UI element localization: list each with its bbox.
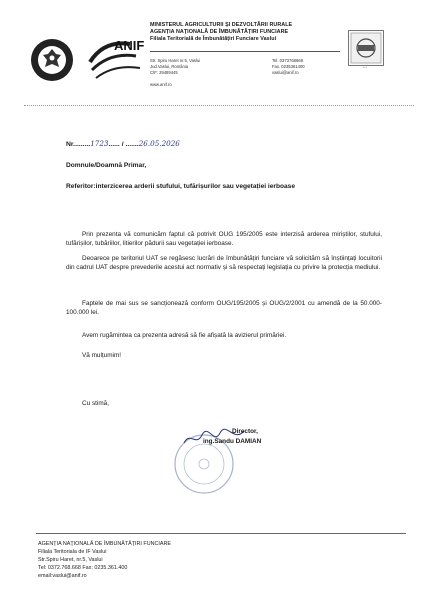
anif-logo-icon <box>84 34 144 84</box>
header-website: www.anif.ro <box>150 82 172 87</box>
subject-line: Referitor:interzicerea arderii stufului, tufărișurilor sau vegetației ierboase <box>66 183 296 190</box>
header-address <box>150 58 200 77</box>
header-address-line2: Jud.Vaslui, România <box>150 64 189 70</box>
header-branch: Filiala Teritorială de Îmbunătățiri Funciare Vaslui <box>150 36 277 42</box>
footer-email: email:vaslui@anif.ro <box>38 573 87 579</box>
nr-handwritten: 1723 <box>90 139 109 148</box>
footer-divider <box>36 533 406 534</box>
paragraph-4: Avem rugămintea ca prezenta adresă să fie afișată la avizierul primăriei. <box>82 332 287 339</box>
paragraph-2: Deoarece pe teritoriul UAT se regăsesc lucrări de îmbunătățiri funciare vă solicităm să înștiințați locuitorii din cadrul UAT despre prevederile acestui act normativ și să respectați legislația cu privire la protecția mediului. <box>66 255 382 271</box>
nr-label: Nr. <box>66 141 76 148</box>
salutation: Domnule/Doamnă Primar, <box>66 162 147 169</box>
government-seal-icon <box>30 38 74 82</box>
header-cif: CIF: 29489445 <box>150 70 178 76</box>
closing: Cu stimă, <box>82 400 109 407</box>
paragraph-1: Prin prezenta vă comunicăm faptul că potrivit OUG 195/2005 este interzisă arderea miriștilor, stufului, tufărișilor, tubăriilor, litierilor pădurii sau vegetației ierboase. <box>66 231 382 247</box>
director-name: ing.Sandu DAMIAN <box>203 438 262 445</box>
header-tel: Tel. 0373768668 <box>272 58 303 63</box>
header-bottom-divider <box>24 105 414 106</box>
footer-phone: Tel: 0372.768.668 Fax: 0235.361.400 <box>38 565 128 571</box>
certification-icon <box>348 30 384 66</box>
svg-text:ANIF: ANIF <box>114 38 144 53</box>
header-agency: AGENȚIA NAȚIONALĂ DE ÎMBUNĂTĂȚIRI FUNCIARE <box>150 29 289 35</box>
header-fax: Fax. 0235361400 <box>272 64 305 70</box>
registration-number: Nr.........1723...... / .......26.05.2026 <box>66 139 180 148</box>
footer-agency: AGENȚIA NAȚIONALĂ DE ÎMBUNĂTĂȚIRI FUNCIARE <box>38 541 171 547</box>
paragraph-3: Faptele de mai sus se sancționează conform OUG/195/2005 și OUG/2/2001 cu amendă de la 50.000-100.000 lei. <box>66 300 382 316</box>
certification-caption: ▪ ▪ ▪ <box>362 66 368 69</box>
date-handwritten: 26.05.2026 <box>138 139 180 148</box>
header-address-line1: Str. Spiru Haret nr.5, Vaslui <box>150 58 201 63</box>
paragraph-5: Vă mulțumim! <box>82 352 122 359</box>
footer-address: Str.Spiru Haret, nr.5, Vaslui <box>38 557 103 563</box>
footer-branch: Filiala Teritoriala de IF Vaslui <box>38 549 107 555</box>
header-contacts <box>272 58 305 77</box>
header-email: vaslui@anif.ro <box>272 70 299 76</box>
director-title: Director, <box>232 428 258 435</box>
header-ministry: MINISTERUL AGRICULTURII ȘI DEZVOLTĂRII RURALE <box>150 22 293 28</box>
anif-logo <box>84 34 144 84</box>
footer <box>38 540 171 580</box>
header-divider <box>150 51 340 52</box>
